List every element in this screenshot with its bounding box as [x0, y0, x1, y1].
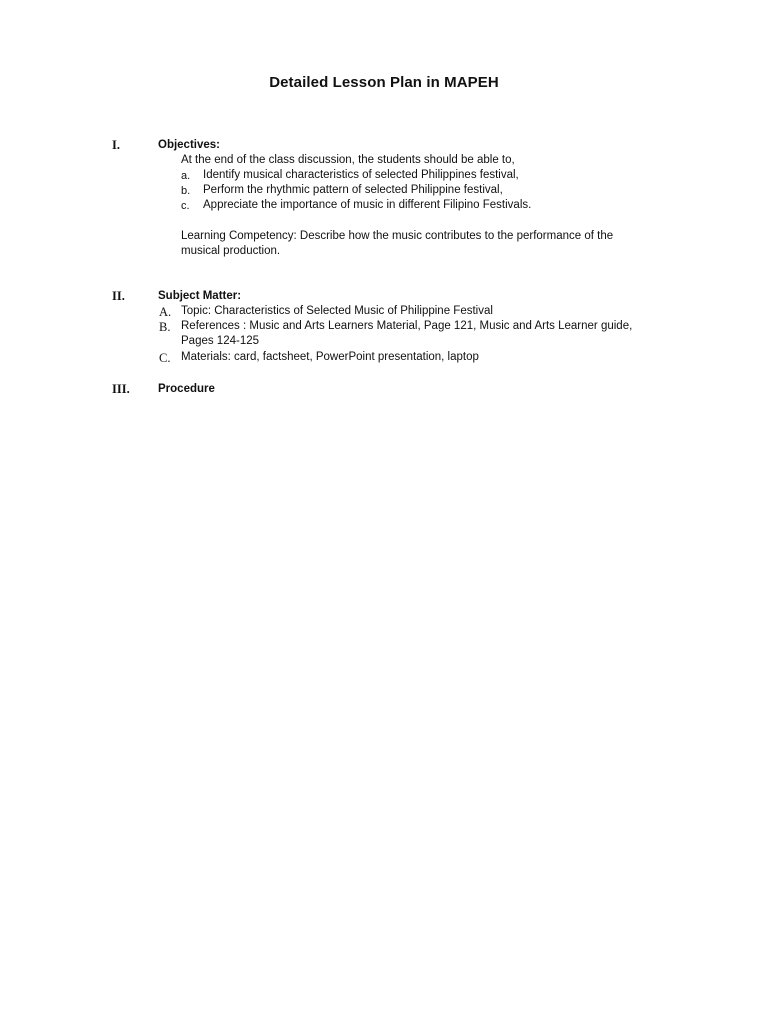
- objective-marker-a: a.: [181, 170, 191, 182]
- section-numeral-procedure: III.: [112, 382, 130, 396]
- subject-item-references-continuation: Pages 124-125: [181, 335, 260, 347]
- subject-item-references: References : Music and Arts Learners Material, Page 121, Music and Arts Learner guide,: [181, 320, 633, 332]
- objective-item-b: Perform the rhythmic pattern of selected Philippine festival,: [203, 184, 503, 196]
- subject-item-topic: Topic: Characteristics of Selected Music of Philippine Festival: [181, 305, 493, 317]
- subject-marker-c: C.: [159, 351, 171, 365]
- objectives-intro: At the end of the class discussion, the students should be able to,: [181, 154, 515, 166]
- subject-marker-a: A.: [159, 305, 172, 319]
- section-numeral-subject-matter: II.: [112, 289, 125, 303]
- section-heading-objectives: Objectives:: [158, 139, 220, 151]
- objective-item-a: Identify musical characteristics of selected Philippines festival,: [203, 169, 519, 181]
- subject-item-materials: Materials: card, factsheet, PowerPoint presentation, laptop: [181, 351, 479, 363]
- learning-competency-line-1: Learning Competency: Describe how the music contributes to the performance of the: [181, 230, 614, 242]
- subject-marker-b: B.: [159, 320, 171, 334]
- section-numeral-objectives: I.: [112, 138, 120, 152]
- objective-marker-c: c.: [181, 200, 190, 212]
- objective-item-c: Appreciate the importance of music in different Filipino Festivals.: [203, 199, 532, 211]
- section-heading-procedure: Procedure: [158, 383, 215, 395]
- section-heading-subject-matter: Subject Matter:: [158, 290, 242, 302]
- learning-competency-line-2: musical production.: [181, 245, 281, 257]
- objective-marker-b: b.: [181, 185, 191, 197]
- document-title: Detailed Lesson Plan in MAPEH: [269, 74, 499, 91]
